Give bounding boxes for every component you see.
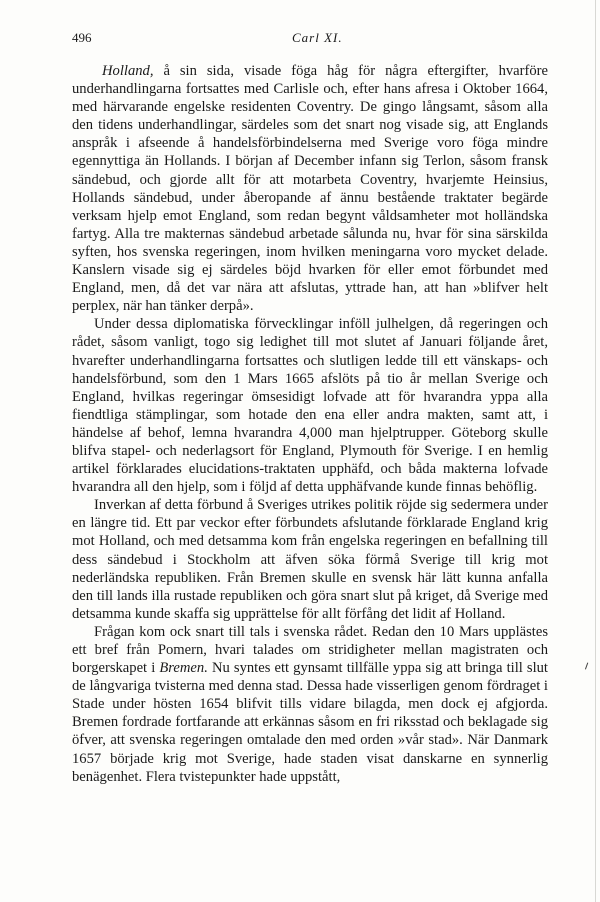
running-head [72,30,548,50]
body-text [72,62,548,786]
paragraph-lead-word: Holland, [102,63,154,79]
margin-mark [585,663,591,671]
page-number: 496 [72,30,92,45]
running-title: Carl XI. [292,30,343,45]
paragraph-alliance [72,315,548,496]
paragraph-text: Inverkan af detta förbund å Sveriges utrikes politik röjde sig sedermera under en längre tid. Ett par veckor efter förbundets afslutande förklarade England krig mot Holland, och med detsamma kom från engelska regeringen en befallning till dess sändebud i Stockholm att äfven söka förmå Sverige till krig mot nederländska republiken. Från Bremen skulle en svensk här lätt kunna anfalla den till lands illa rustade republiken och göra snart slut på kriget, då Sverige med detsamma kunde skaffa sig upprättelse för allt förfång det lidit af Holland. [72,497,548,622]
paragraph-text: å sin sida, visade föga håg för några eftergifter, hvarföre underhandlingarna fortsattes med Carlisle och, efter hans afresa i Oktober 1664, med härvarande engelske residenten Coventry. De gingo långsamt, såsom alla den tidens underhandlingar, särdeles som det snart nog visade sig, att Englands anspråk i afseende å handelsförbindelserna med Sverige voro föga mindre egennyttiga än Hollands. I början af December infann sig Terlon, såsom fransk sändebud, och gjorde allt för att motarbeta Coventry, hvarjemte Heinsius, Hollands sändebud, under åberopande af ännu bestående traktater begärde verksam hjelp emot England, som redan begynt våldsamheter mot holländska fartyg. Alla tre makternas sändebud arbetade sålunda nu, hvar för sina särskilda syften, hos svenska regeringen, inom hvilken meningarna voro mycket delade. Kanslern visade sig ej särdeles böjd hvarken för eller emot förbundet med England, men, då det var nära att afslutas, yttrade han, att han »blifver helt perplex, när han tänker derpå». [72,63,548,315]
paragraph-influence [72,496,548,623]
page-edge-line [595,0,596,902]
paragraph-holland [72,62,548,315]
paragraph-bremen [72,623,548,786]
paragraph-text: Under dessa diplomatiska förvecklingar inföll julhelgen, då regeringen och rådet, såsom vanligt, togo sig ledighet till mot slutet af Januari följande året, hvarefter underhandlingarna fortsattes och slutligen ledde till ett vänskaps- och handelsförbund, som den 1 Mars 1665 afslöts på tio år mellan Sverige och England, hvilkas regeringar ömsesidigt lofvade att för hvarandra yppa alla fiendtliga stämplingar, som hotade den ena eller andra makten, samt att, i händelse af behof, lemna hvarandra 4,000 man hjelptrupper. Göteborg skulle blifva stapel- och nederlagsort för England, Plymouth för Sverige. I en hemlig artikel förklarades elucidations-traktaten upphäfd, och båda makterna lofvade hvarandra all den hjelp, som i följd af detta upphäfvande kunde finnas behöflig. [72,316,548,496]
paragraph-text: Nu syntes ett gynsamt tillfälle yppa sig att bringa till slut de långvariga tvisterna med denna stad. Dessa hade visserligen genom fördraget i Stade under hösten 1654 blifvit tills vidare bilagda, men dock ej afgjorda. Bremen fordrade fortfarande att erkännas såsom en fri riksstad och beklagade sig öfver, att svenska regeringen omtalade den med orden »vår stad». När Danmark 1657 började krig mot Sverige, hade staden visat danskarne en synnerlig benägenhet. Flera tvistepunkter hade uppstått, [72,660,548,785]
paragraph-text: Frågan kom ock snart till tals i svenska rådet. Redan den 10 Mars upplästes ett bref från Pomern, hvari talades om stridigheter mellan magistraten och borgerskapet i [72,623,548,677]
paragraph-emphasis: Bremen. [159,660,208,677]
